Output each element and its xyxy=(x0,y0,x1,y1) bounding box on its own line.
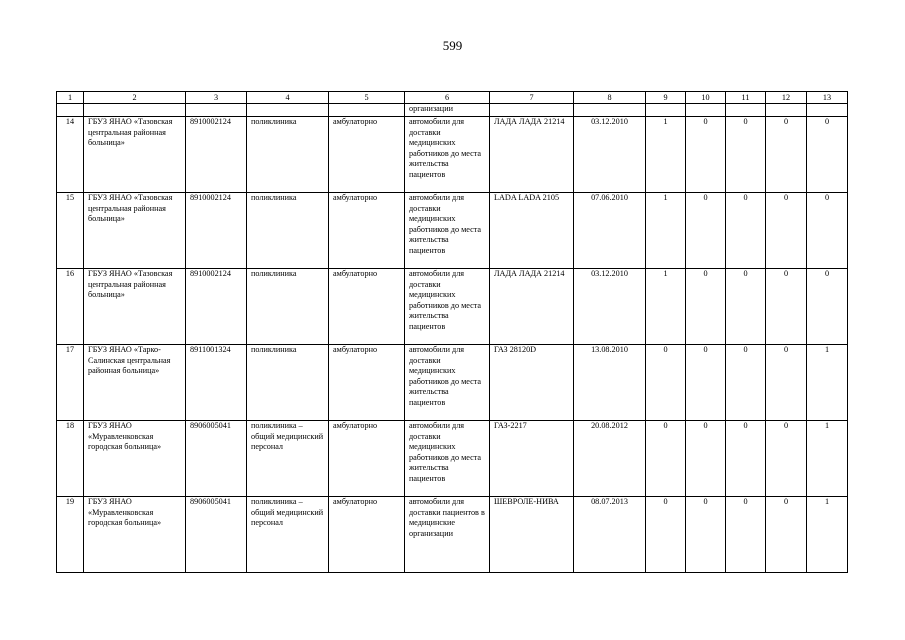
value-cell: 0 xyxy=(766,269,807,345)
value-cell: 0 xyxy=(726,497,766,573)
purpose-cell: автомобили для доставки медицинских работников до места жительства пациентов xyxy=(405,193,490,269)
vehicle-cell: ГАЗ-2217 xyxy=(490,421,574,497)
care-type-cell: амбулаторно xyxy=(329,497,405,573)
inn-cell: 8910002124 xyxy=(186,193,247,269)
date-cell: 08.07.2013 xyxy=(574,497,646,573)
organization-cell: ГБУЗ ЯНАО «Тарко-Салинская центральная районная больница» xyxy=(84,345,186,421)
value-cell: 0 xyxy=(686,117,726,193)
inn-cell: 8911001324 xyxy=(186,345,247,421)
table-row xyxy=(57,345,848,421)
vehicle-cell: ШЕВРОЛЕ-НИВА xyxy=(490,497,574,573)
care-type-cell: амбулаторно xyxy=(329,117,405,193)
value-cell: 0 xyxy=(766,345,807,421)
row-number: 14 xyxy=(57,117,84,193)
purpose-cell: автомобили для доставки медицинских работников до места жительства пациентов xyxy=(405,269,490,345)
organization-cell: ГБУЗ ЯНАО «Тазовская центральная районная больница» xyxy=(84,269,186,345)
vehicles-table xyxy=(56,91,848,573)
unit-cell: поликлиника – общий медицинский персонал xyxy=(247,421,329,497)
purpose-cell: автомобили для доставки медицинских работников до места жительства пациентов xyxy=(405,117,490,193)
page-number: 599 xyxy=(442,38,463,53)
vehicle-cell: ЛАДА ЛАДА 21214 xyxy=(490,269,574,345)
header-cell: 11 xyxy=(726,92,766,104)
vehicle-cell: LADA LADA 2105 xyxy=(490,193,574,269)
organization-cell: ГБУЗ ЯНАО «Тазовская центральная районная больница» xyxy=(84,193,186,269)
unit-cell: поликлиника xyxy=(247,345,329,421)
inn-cell: 8906005041 xyxy=(186,497,247,573)
value-cell: 0 xyxy=(726,421,766,497)
purpose-cell: автомобили для доставки медицинских работников до места жительства пациентов xyxy=(405,421,490,497)
organization-cell: ГБУЗ ЯНАО «Муравленковская городская больница» xyxy=(84,421,186,497)
date-cell: 13.08.2010 xyxy=(574,345,646,421)
value-cell: 0 xyxy=(646,497,686,573)
row-number: 17 xyxy=(57,345,84,421)
inn-cell: 8910002124 xyxy=(186,269,247,345)
inn-cell: 8910002124 xyxy=(186,117,247,193)
value-cell: 1 xyxy=(807,497,848,573)
header-cell: 2 xyxy=(84,92,186,104)
value-cell: 0 xyxy=(766,117,807,193)
header-cell: 6 xyxy=(405,92,490,104)
vehicle-cell: ГАЗ 28120D xyxy=(490,345,574,421)
value-cell: 0 xyxy=(646,421,686,497)
vehicle-cell: ЛАДА ЛАДА 21214 xyxy=(490,117,574,193)
care-type-cell: амбулаторно xyxy=(329,269,405,345)
header-cell: 12 xyxy=(766,92,807,104)
value-cell: 0 xyxy=(726,269,766,345)
purpose-cell: автомобили для доставки пациентов в медицинские организации xyxy=(405,497,490,573)
unit-cell: поликлиника – общий медицинский персонал xyxy=(247,497,329,573)
inn-cell: 8906005041 xyxy=(186,421,247,497)
header-cell: 5 xyxy=(329,92,405,104)
unit-cell: поликлиника xyxy=(247,269,329,345)
care-type-cell: амбулаторно xyxy=(329,345,405,421)
header-cell: 9 xyxy=(646,92,686,104)
unit-cell: поликлиника xyxy=(247,193,329,269)
value-cell: 1 xyxy=(646,269,686,345)
header-cell: 7 xyxy=(490,92,574,104)
value-cell: 0 xyxy=(807,193,848,269)
row-number: 19 xyxy=(57,497,84,573)
header-cell: 1 xyxy=(57,92,84,104)
header-row xyxy=(57,92,848,104)
date-cell: 03.12.2010 xyxy=(574,269,646,345)
value-cell: 0 xyxy=(646,345,686,421)
date-cell: 07.06.2010 xyxy=(574,193,646,269)
header-cell: 4 xyxy=(247,92,329,104)
table-row xyxy=(57,193,848,269)
date-cell: 03.12.2010 xyxy=(574,117,646,193)
value-cell: 0 xyxy=(686,345,726,421)
value-cell: 1 xyxy=(646,117,686,193)
date-cell: 20.08.2012 xyxy=(574,421,646,497)
organization-cell: ГБУЗ ЯНАО «Муравленковская городская больница» xyxy=(84,497,186,573)
row-number: 18 xyxy=(57,421,84,497)
value-cell: 0 xyxy=(726,345,766,421)
value-cell: 0 xyxy=(807,269,848,345)
continuation-row xyxy=(57,104,848,117)
row-number: 15 xyxy=(57,193,84,269)
value-cell: 0 xyxy=(686,193,726,269)
header-cell: 8 xyxy=(574,92,646,104)
value-cell: 1 xyxy=(807,421,848,497)
header-cell: 13 xyxy=(807,92,848,104)
organization-cell: ГБУЗ ЯНАО «Тазовская центральная районная больница» xyxy=(84,117,186,193)
table-row xyxy=(57,269,848,345)
value-cell: 1 xyxy=(807,345,848,421)
care-type-cell: амбулаторно xyxy=(329,193,405,269)
value-cell: 0 xyxy=(766,497,807,573)
header-cell: 3 xyxy=(186,92,247,104)
value-cell: 0 xyxy=(686,497,726,573)
value-cell: 0 xyxy=(686,421,726,497)
care-type-cell: амбулаторно xyxy=(329,421,405,497)
header-cell: 10 xyxy=(686,92,726,104)
value-cell: 1 xyxy=(646,193,686,269)
purpose-cell: автомобили для доставки медицинских работников до места жительства пациентов xyxy=(405,345,490,421)
value-cell: 0 xyxy=(807,117,848,193)
value-cell: 0 xyxy=(766,193,807,269)
row-number: 16 xyxy=(57,269,84,345)
value-cell: 0 xyxy=(726,193,766,269)
value-cell: 0 xyxy=(766,421,807,497)
unit-cell: поликлиника xyxy=(247,117,329,193)
value-cell: 0 xyxy=(726,117,766,193)
table-row xyxy=(57,421,848,497)
value-cell: 0 xyxy=(686,269,726,345)
table-row xyxy=(57,117,848,193)
table-cell: организации xyxy=(405,104,490,117)
table-row xyxy=(57,497,848,573)
